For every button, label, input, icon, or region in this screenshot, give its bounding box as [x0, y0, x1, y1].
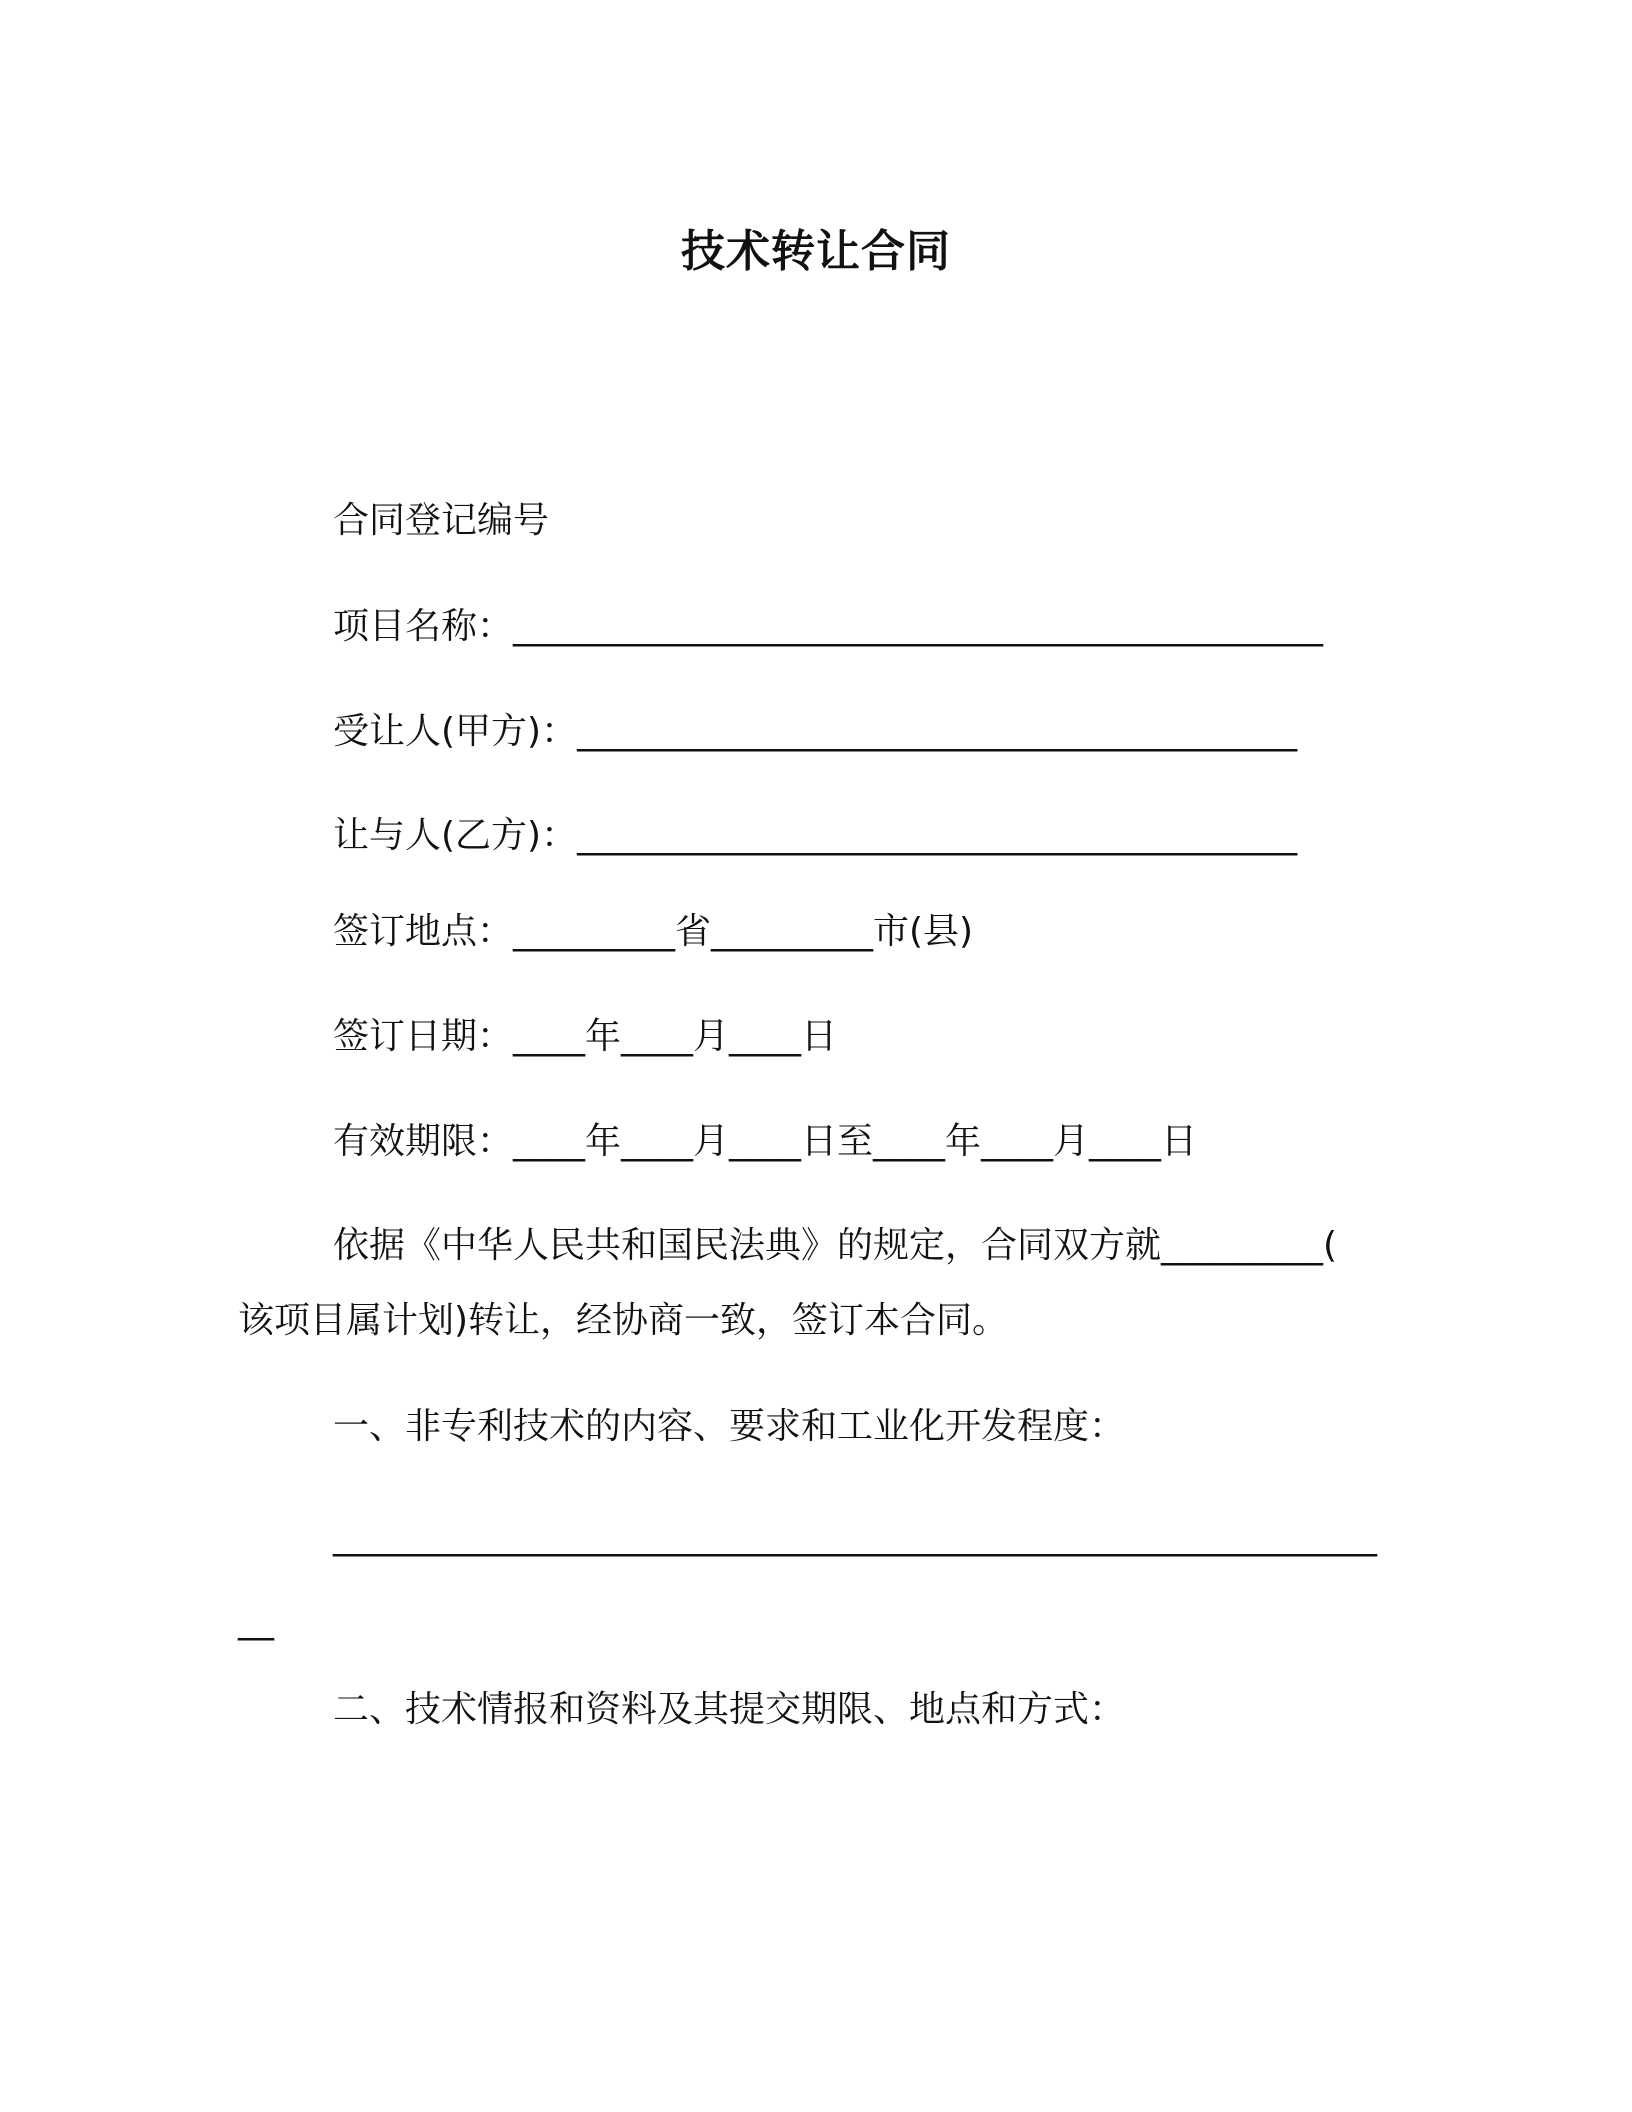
preamble-paragraph-line-1: 依据《中华人民共和国民法典》的规定，合同双方就_________( — [333, 1225, 1338, 1266]
signing-date-field: 签订日期：____年____月____日 — [333, 1016, 838, 1057]
transferee-party-a-field: 受让人(甲方)：________________________________________ — [333, 711, 1298, 752]
section-2-heading: 二、技术情报和资料及其提交期限、地点和方式： — [333, 1689, 1126, 1730]
section-1-blank-line: __________________________________________________________ — [333, 1516, 1377, 1557]
signing-place-field: 签订地点：_________省_________市(县) — [333, 911, 974, 952]
contract-registration-number-label: 合同登记编号 — [333, 500, 550, 541]
section-1-blank-line-continuation: __ — [238, 1600, 274, 1641]
validity-period-field: 有效期限：____年____月____日至____年____月____日 — [333, 1121, 1198, 1162]
section-1-heading: 一、非专利技术的内容、要求和工业化开发程度： — [333, 1406, 1126, 1447]
project-name-field: 项目名称：_____________________________________________ — [333, 606, 1324, 647]
document-title: 技术转让合同 — [681, 226, 951, 277]
preamble-paragraph-line-2: 该项目属计划)转让，经协商一致，签订本合同。 — [238, 1300, 1009, 1341]
transferor-party-b-field: 让与人(乙方)：________________________________________ — [333, 815, 1298, 856]
